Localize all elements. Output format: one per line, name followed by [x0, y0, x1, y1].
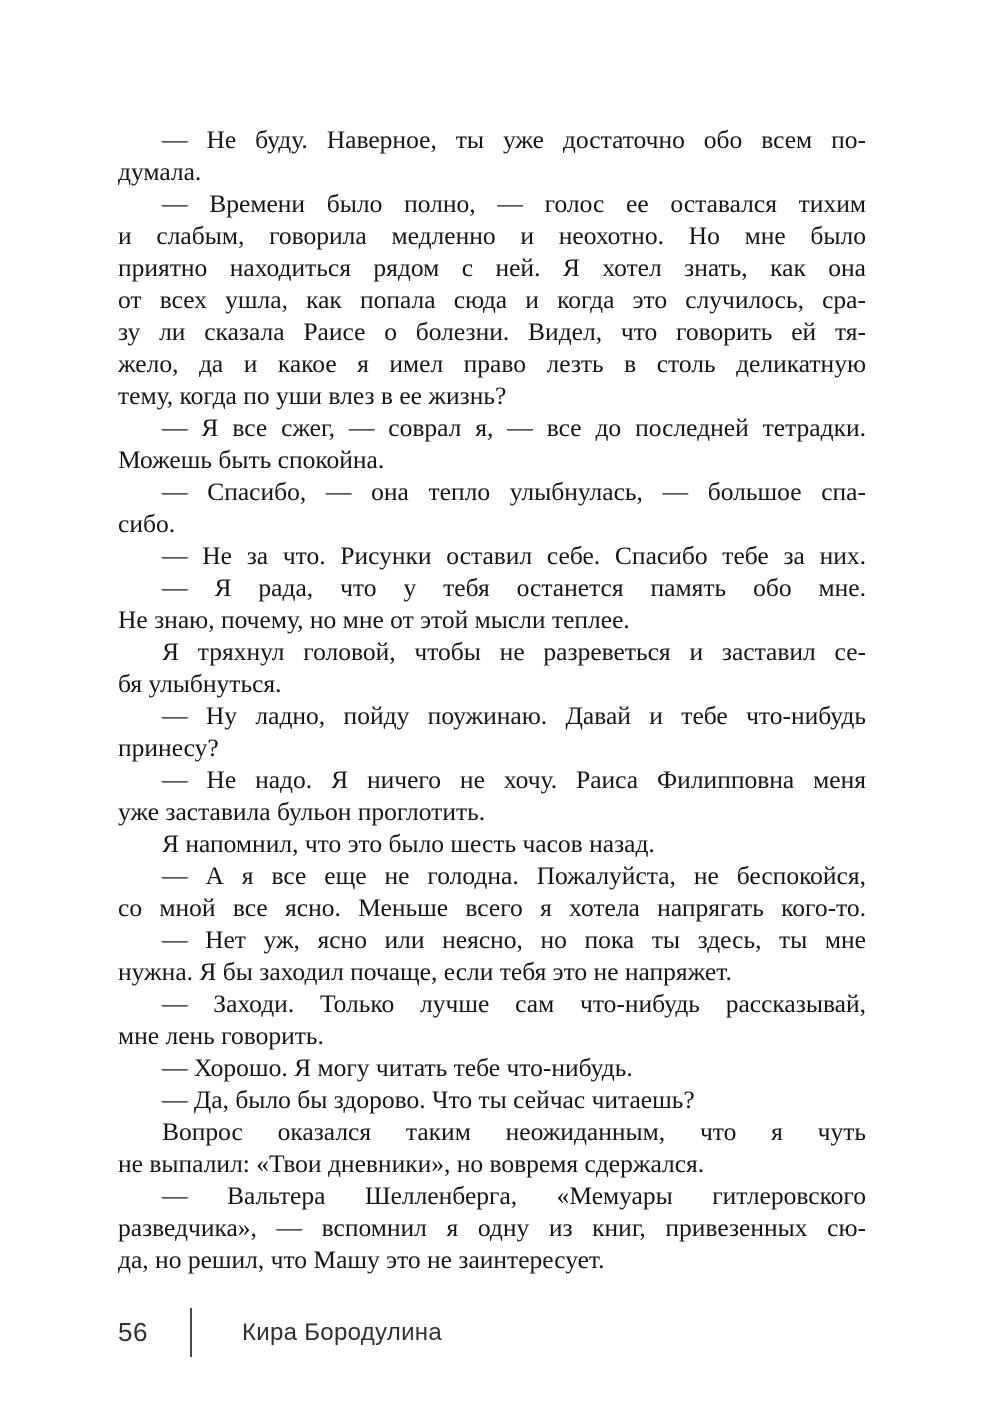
- running-title-author: Кира Бородулина: [242, 1319, 443, 1346]
- text-line: уже заставила бульон проглотить.: [118, 797, 486, 826]
- paragraph: [118, 476, 866, 540]
- text-line: — Не за что. Рисунки оставил себе. Спасибо тебе за них.: [162, 541, 866, 570]
- text-line: Можешь быть спокойна.: [118, 445, 385, 474]
- text-line: думала.: [118, 157, 202, 186]
- paragraph: [118, 572, 866, 636]
- text-line: Я тряхнул головой, чтобы не разреветься и заставил се-: [162, 637, 866, 666]
- text-line: да, но решил, что Машу это не заинтересует.: [118, 1245, 605, 1274]
- paragraph: [118, 700, 866, 764]
- paragraph: [118, 124, 866, 188]
- text-line: приятно находиться рядом с ней. Я хотел знать, как она: [118, 253, 866, 282]
- text-line: не выпалил: «Твои дневники», но вовремя сдержался.: [118, 1149, 705, 1178]
- paragraph: [118, 860, 866, 924]
- text-line: разведчика», — вспомнил я одну из книг, привезенных сю-: [118, 1213, 866, 1242]
- text-line: — Нет уж, ясно или неясно, но пока ты здесь, ты мне: [162, 925, 866, 954]
- text-line: мне лень говорить.: [118, 1021, 324, 1050]
- text-line: зу ли сказала Раисе о болезни. Видел, что говорить ей тя-: [118, 317, 866, 346]
- text-line: бя улыбнуться.: [118, 669, 282, 698]
- text-line: — Спасибо, — она тепло улыбнулась, — большое спа-: [162, 477, 866, 506]
- text-line: — Я все сжег, — соврал я, — все до последней тетрадки.: [162, 413, 866, 442]
- paragraph: [118, 924, 866, 988]
- page-text: [118, 124, 866, 1276]
- text-line: — Не буду. Наверное, ты уже достаточно обо всем по-: [162, 125, 866, 154]
- paragraph: [118, 828, 866, 860]
- paragraph: [118, 764, 866, 828]
- text-line: нужна. Я бы заходил почаще, если тебя это не напряжет.: [118, 957, 732, 986]
- page-number: 56: [118, 1317, 148, 1347]
- text-line: — Я рада, что у тебя останется память обо мне.: [162, 573, 866, 602]
- text-line: Не знаю, почему, но мне от этой мысли теплее.: [118, 605, 630, 634]
- text-line: сибо.: [118, 509, 176, 538]
- text-line: Я напомнил, что это было шесть часов назад.: [162, 829, 655, 858]
- paragraph: [118, 636, 866, 700]
- paragraph: [118, 1180, 866, 1276]
- text-line: принесу?: [118, 733, 219, 762]
- text-line: от всех ушла, как попала сюда и когда это случилось, сра-: [118, 285, 866, 314]
- text-line: — Хорошо. Я могу читать тебе что-нибудь.: [162, 1053, 633, 1082]
- paragraph: [118, 540, 866, 572]
- text-line: — Вальтера Шелленберга, «Мемуары гитлеровского: [162, 1181, 866, 1210]
- page-footer: [118, 1305, 866, 1361]
- text-line: — Заходи. Только лучше сам что-нибудь рассказывай,: [162, 989, 866, 1018]
- text-line: — Ну ладно, пойду поужинаю. Давай и тебе что-нибудь: [162, 701, 866, 730]
- footer-divider: [190, 1308, 192, 1357]
- text-line: и слабым, говорила медленно и неохотно. Но мне было: [118, 221, 866, 250]
- text-line: со мной все ясно. Меньше всего я хотела напрягать кого-то.: [118, 893, 866, 922]
- paragraph: [118, 1084, 866, 1116]
- text-line: — Не надо. Я ничего не хочу. Раиса Филипповна меня: [162, 765, 866, 794]
- paragraph: [118, 188, 866, 412]
- text-line: Вопрос оказался таким неожиданным, что я чуть: [162, 1117, 866, 1146]
- text-line: жело, да и какое я имел право лезть в столь деликатную: [118, 349, 866, 378]
- text-line: — Времени было полно, — голос ее оставался тихим: [162, 189, 866, 218]
- paragraph: [118, 1116, 866, 1180]
- text-line: — Да, было бы здорово. Что ты сейчас читаешь?: [162, 1085, 695, 1114]
- text-line: тему, когда по уши влез в ее жизнь?: [118, 381, 507, 410]
- paragraph: [118, 412, 866, 476]
- paragraph: [118, 1052, 866, 1084]
- text-line: — А я все еще не голодна. Пожалуйста, не беспокойся,: [162, 861, 866, 890]
- paragraph: [118, 988, 866, 1052]
